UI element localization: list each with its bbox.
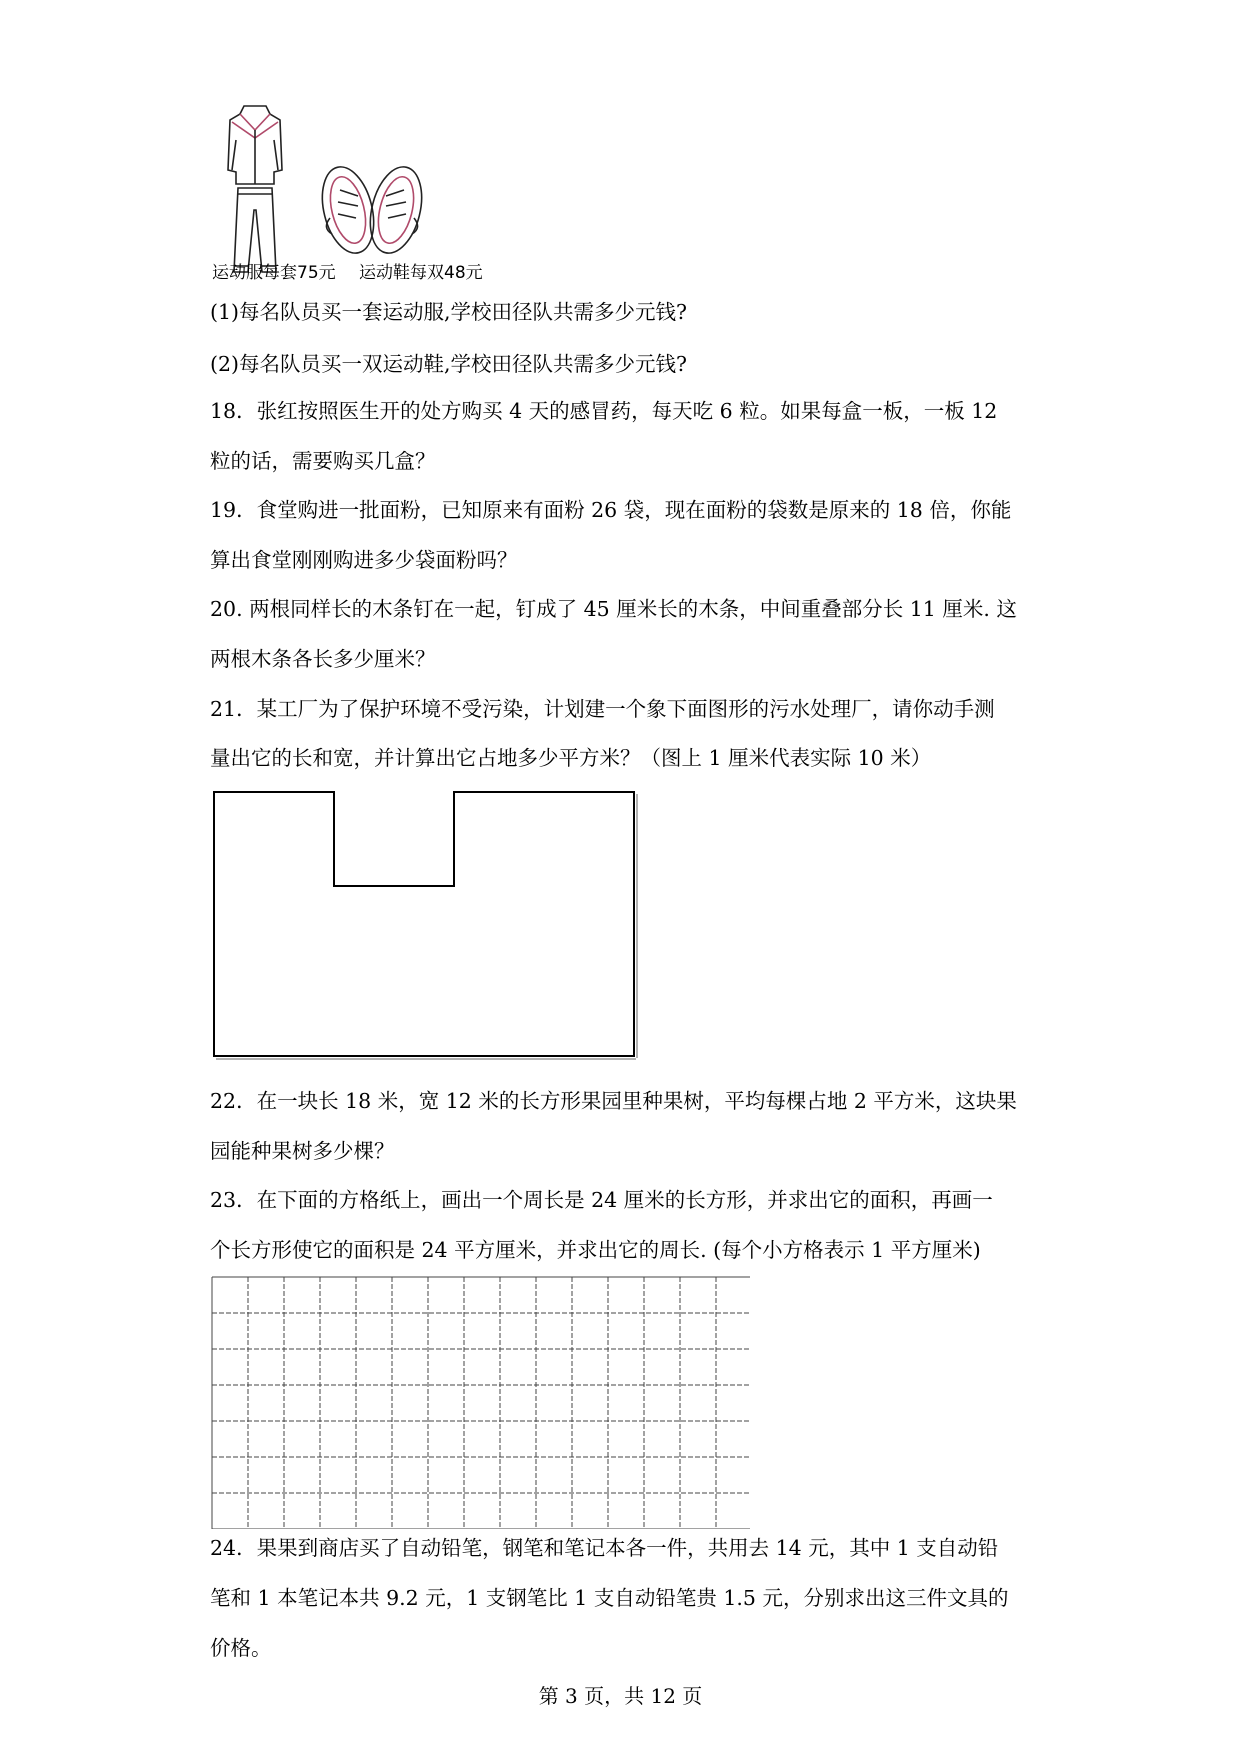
question-19-line-1: 19．食堂购进一批面粉，已知原来有面粉 26 袋，现在面粉的袋数是原来的 18 倍，你能 (210, 498, 1012, 522)
sneakers-price-caption: 运动鞋每双48元 (359, 263, 483, 283)
question-19-line-2: 算出食堂刚刚购进多少袋面粉吗？ (210, 548, 518, 572)
question-24-line-3: 价格。 (210, 1636, 272, 1660)
question-24-line-2: 笔和 1 本笔记本共 9.2 元，1 支钢笔比 1 支自动铅笔贵 1.5 元，分别求出这三件文具的 (210, 1586, 1009, 1610)
tracksuit-price-caption: 运动服每套75元 (212, 263, 336, 283)
question-23-line-2: 个长方形使它的面积是 24 平方厘米，并求出它的周长. (每个小方格表示 1 平方厘米) (210, 1238, 981, 1262)
question-21-line-1: 21．某工厂为了保护环境不受污染，计划建一个象下面图形的污水处理厂，请你动手测 (210, 697, 995, 721)
question-17-part-2: (2)每名队员买一双运动鞋,学校田径队共需多少元钱? (210, 352, 688, 376)
question-23-line-1: 23．在下面的方格纸上，画出一个周长是 24 厘米的长方形，并求出它的面积，再画一 (210, 1188, 993, 1212)
question-24-line-1: 24．果果到商店买了自动铅笔，钢笔和笔记本各一件，共用去 14 元，其中 1 支自动铅 (210, 1536, 999, 1560)
question-22-line-2: 园能种果树多少棵？ (210, 1139, 395, 1163)
sneakers-icon (314, 162, 430, 259)
question-22-line-1: 22．在一块长 18 米，宽 12 米的长方形果园里种果树，平均每棵占地 2 平方米，这块果 (210, 1089, 1017, 1113)
question-20-line-1: 20. 两根同样长的木条钉在一起，钉成了 45 厘米长的木条，中间重叠部分长 11 厘米. 这 (210, 597, 1017, 621)
grid-paper[interactable] (210, 1275, 750, 1529)
page-footer: 第 3 页，共 12 页 (538, 1684, 703, 1708)
illustration-caption (212, 258, 501, 283)
question-20-line-2: 两根木条各长多少厘米？ (210, 647, 436, 671)
question-17-part-1: (1)每名队员买一套运动服,学校田径队共需多少元钱? (210, 300, 688, 324)
question-18-line-1: 18．张红按照医生开的处方购买 4 天的感冒药，每天吃 6 粒。如果每盒一板，一板 12 (210, 399, 998, 423)
factory-floor-plan (212, 790, 640, 1062)
question-18-line-2: 粒的话，需要购买几盒？ (210, 449, 436, 473)
question-21-line-2: 量出它的长和宽，并计算出它占地多少平方米？（图上 1 厘米代表实际 10 米） (210, 746, 932, 770)
tracksuit-icon (228, 106, 282, 272)
